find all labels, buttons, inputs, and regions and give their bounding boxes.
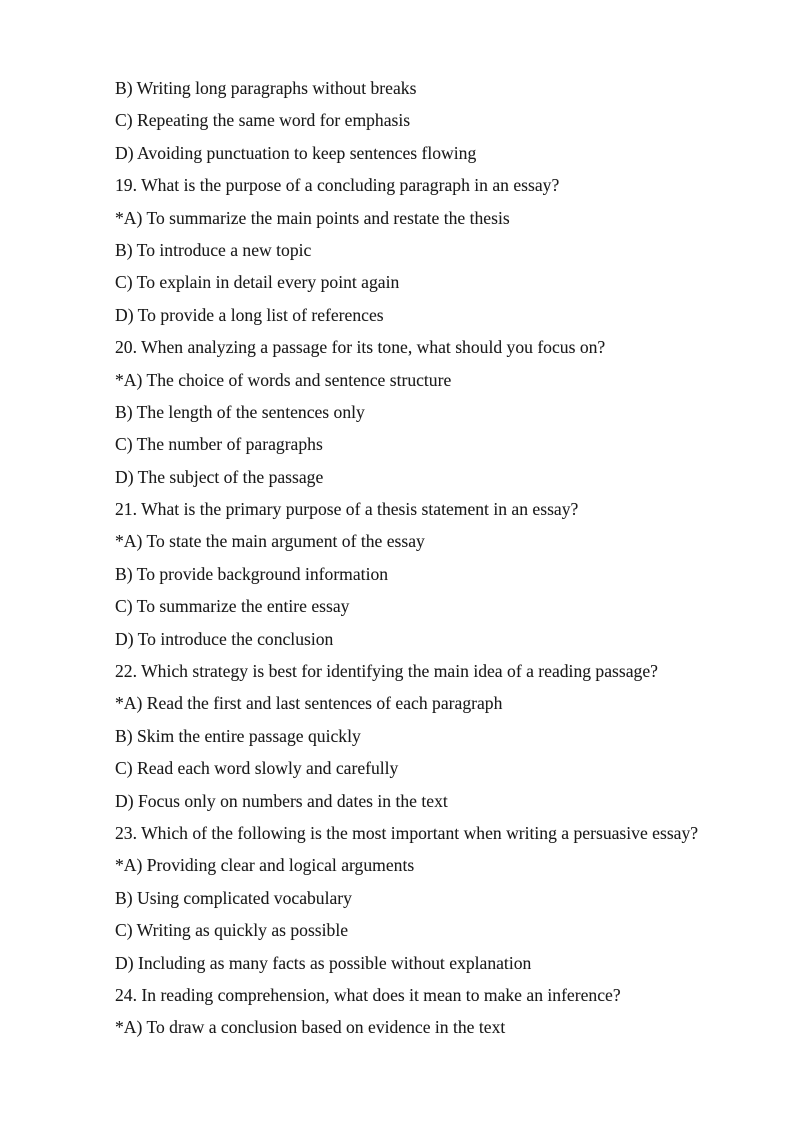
option-line: C) To explain in detail every point again [115, 272, 400, 293]
answer-line: *A) To state the main argument of the essay [115, 531, 425, 552]
answer-line: *A) To draw a conclusion based on evidence in the text [115, 1017, 506, 1038]
question-line: 24. In reading comprehension, what does it mean to make an inference? [115, 984, 621, 1005]
option-line: B) To provide background information [115, 563, 389, 584]
answer-line: *A) Providing clear and logical arguments [115, 855, 415, 876]
question-line: 22. Which strategy is best for identifying the main idea of a reading passage? [115, 661, 658, 682]
question-list [115, 74, 765, 1046]
answer-line: *A) To summarize the main points and restate the thesis [115, 207, 510, 228]
option-line: C) The number of paragraphs [115, 434, 323, 455]
answer-line: *A) Read the first and last sentences of each paragraph [115, 693, 503, 714]
answer-line: *A) The choice of words and sentence structure [115, 369, 452, 390]
option-line: C) Repeating the same word for emphasis [115, 110, 411, 131]
option-line: B) Skim the entire passage quickly [115, 725, 361, 746]
option-line: C) Read each word slowly and carefully [115, 758, 399, 779]
question-line: 21. What is the primary purpose of a thesis statement in an essay? [115, 499, 579, 520]
option-line: D) To introduce the conclusion [115, 628, 334, 649]
question-line: 20. When analyzing a passage for its tone, what should you focus on? [115, 337, 606, 358]
option-line: D) Focus only on numbers and dates in the text [115, 790, 448, 811]
option-line: B) Writing long paragraphs without breaks [115, 78, 417, 98]
option-line: B) To introduce a new topic [115, 239, 312, 260]
option-line: C) To summarize the entire essay [115, 596, 350, 617]
question-line: 23. Which of the following is the most important when writing a persuasive essay? [115, 822, 699, 843]
option-line: C) Writing as quickly as possible [115, 920, 349, 941]
option-line: D) Avoiding punctuation to keep sentences flowing [115, 142, 477, 163]
option-line: B) Using complicated vocabulary [115, 887, 352, 908]
question-line: 19. What is the purpose of a concluding paragraph in an essay? [115, 175, 560, 196]
option-line: D) Including as many facts as possible without explanation [115, 952, 532, 973]
option-line: D) The subject of the passage [115, 466, 324, 487]
option-line: D) To provide a long list of references [115, 304, 384, 325]
option-line: B) The length of the sentences only [115, 401, 365, 422]
